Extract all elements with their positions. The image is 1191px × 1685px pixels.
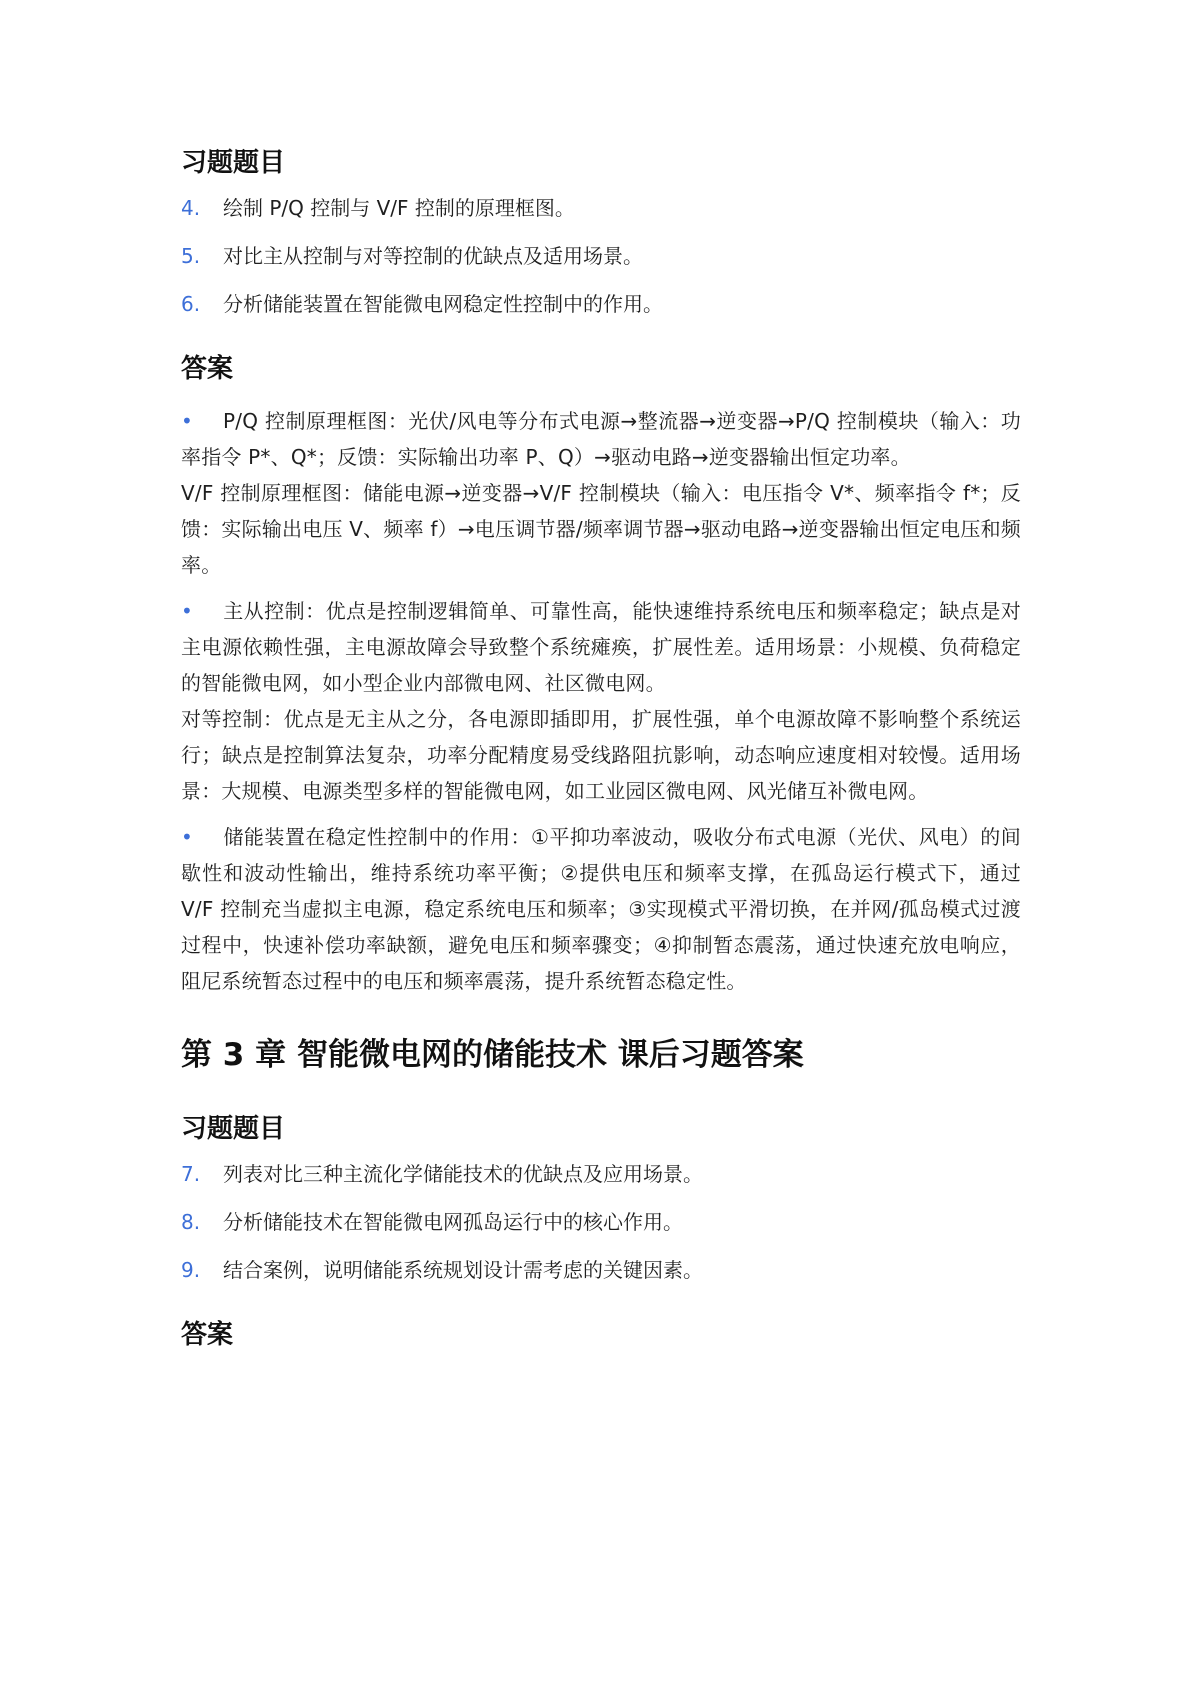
section-heading-answers: 答案 [181,1320,234,1350]
exercise-list [181,193,1021,319]
exercise-list [181,1159,1021,1285]
list-item-text: 分析储能装置在智能微电网稳定性控制中的作用。 [223,292,663,316]
list-item [181,289,1021,319]
answer-text: P/Q 控制原理框图：光伏/风电等分布式电源→整流器→逆变器→P/Q 控制模块（输入：功率指令 P*、Q*；反馈：实际输出功率 P、Q）→驱动电路→逆变器输出恒定功率。 [181,409,1021,469]
bullet-marker: • [181,409,193,433]
list-item-text: 分析储能技术在智能微电网孤岛运行中的核心作用。 [223,1210,683,1234]
list-item-text: 结合案例，说明储能系统规划设计需考虑的关键因素。 [223,1258,703,1282]
list-number: 5. [181,244,201,268]
section-heading-exercises: 习题题目 [181,148,286,178]
list-item [181,1159,1021,1189]
list-number: 6. [181,292,201,316]
list-item [181,1255,1021,1285]
list-item [181,1207,1021,1237]
list-item [181,193,1021,223]
answer-paragraph-continued: V/F 控制原理框图：储能电源→逆变器→V/F 控制模块（输入：电压指令 V*、频率指令 f*；反馈：实际输出电压 V、频率 f）→电压调节器/频率调节器→驱动电路→逆变器输出恒定电压和频率。 [181,481,1021,577]
list-number: 4. [181,196,201,220]
answer-paragraph-continued: 对等控制：优点是无主从之分，各电源即插即用，扩展性强，单个电源故障不影响整个系统运行；缺点是控制算法复杂，功率分配精度易受线路阻抗影响，动态响应速度相对较慢。适用场景：大规模、电源类型多样的智能微电网，如工业园区微电网、风光储互补微电网。 [181,707,1021,803]
list-item-text: 绘制 P/Q 控制与 V/F 控制的原理框图。 [223,196,575,220]
list-number: 9. [181,1258,201,1282]
answer-text: 主从控制：优点是控制逻辑简单、可靠性高，能快速维持系统电压和频率稳定；缺点是对主电源依赖性强，主电源故障会导致整个系统瘫痪，扩展性差。适用场景：小规模、负荷稳定的智能微电网，如小型企业内部微电网、社区微电网。 [181,599,1021,695]
answer-paragraph [181,593,1021,701]
list-item-text: 列表对比三种主流化学储能技术的优缺点及应用场景。 [223,1162,703,1186]
answer-paragraph [181,819,1021,999]
list-item-text: 对比主从控制与对等控制的优缺点及适用场景。 [223,244,643,268]
section-heading-exercises: 习题题目 [181,1114,286,1144]
list-number: 7. [181,1162,201,1186]
bullet-marker: • [181,825,193,849]
bullet-marker: • [181,599,193,623]
chapter-title: 第 3 章 智能微电网的储能技术 课后习题答案 [181,1037,804,1073]
list-item [181,241,1021,271]
answer-text: 储能装置在稳定性控制中的作用：①平抑功率波动，吸收分布式电源（光伏、风电）的间歇性和波动性输出，维持系统功率平衡；②提供电压和频率支撑，在孤岛运行模式下，通过 V/F 控制充当虚拟主电源，稳定系统电压和频率；③实现模式平滑切换，在并网/孤岛模式过渡过程中，快速补偿功率缺额，避免电压和频率骤变；④抑制暂态震荡，通过快速充放电响应，阻尼系统暂态过程中的电压和频率震荡，提升系统暂态稳定性。 [181,825,1021,993]
answer-paragraph [181,403,1021,475]
list-number: 8. [181,1210,201,1234]
document-content [181,143,1021,1355]
section-heading-answers: 答案 [181,354,234,384]
answer-block [181,403,1021,999]
